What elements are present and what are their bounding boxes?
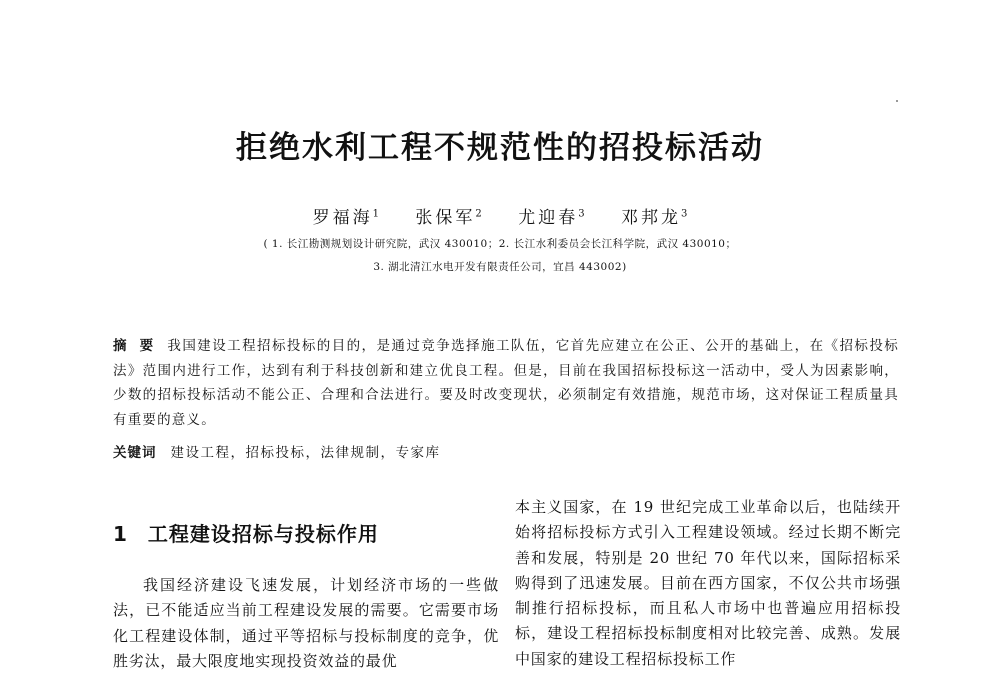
abstract-label: 摘 要 bbox=[113, 338, 158, 354]
keywords bbox=[113, 441, 899, 461]
abstract bbox=[113, 334, 899, 432]
abstract-text: 我国建设工程招标投标的目的，是通过竞争选择施工队伍，它首先应建立在公正、公开的基础上，在《招标投标法》范围内进行工作，达到有利于科技创新和建立优良工程。但是，目前在我国招标投标这一活动中，受人为因素影响，少数的招标投标活动不能公正、合理和合法进行。要及时改变现状，必须制定有效措施，规范市场，这对保证工程质量具有重要的意义。 bbox=[113, 338, 899, 428]
keywords-text: 建设工程，招标投标，法律规制，专家库 bbox=[170, 445, 441, 461]
author: 邓邦龙$^3$ bbox=[620, 208, 688, 228]
keywords-label: 关键词 bbox=[113, 445, 157, 461]
section-number: 1 bbox=[113, 522, 128, 546]
paragraph: 我国经济建设飞速发展，计划经济市场的一些做法，已不能适应当前工程建设发展的需要。它需要市场化工程建设体制，通过平等招标与投标制度的竞争，优胜劣汰，最大限度地实现投资效益的最优 bbox=[113, 576, 499, 670]
affiliation-line-2: 3. 湖北清江水电开发有限责任公司，宜昌 443002) bbox=[373, 261, 627, 273]
author: 张保军$^2$ bbox=[415, 208, 482, 228]
author: 尤迎春$^3$ bbox=[518, 208, 585, 228]
section-heading bbox=[113, 518, 379, 547]
affiliation-line-1: ( 1. 长江勘测规划设计研究院，武汉 430010；2. 长江水利委员会长江科学院，武汉 430010； bbox=[263, 238, 737, 250]
right-column bbox=[515, 495, 901, 672]
paragraph: 本主义国家，在 19 世纪完成工业革命以后，也陆续开始将招标投标方式引入工程建设领域。经过长期不断完善和发展，特别是 20 世纪 70 年代以来，国际招标采购得到了迅速发展。目前在西方国家，不仅公共市场强制推行招标投标，而且私人市场中也普遍应用招标投标，建设工程招标投标制度相对比较完善、成熟。发展中国家的建设工程招标投标工作 bbox=[515, 498, 901, 668]
paper-title: 拒绝水利工程不规范性的招投标活动 bbox=[236, 130, 764, 166]
author: 罗福海$^1$ bbox=[312, 208, 380, 228]
scan-speck bbox=[896, 100, 898, 102]
left-column bbox=[113, 573, 499, 674]
author-list bbox=[0, 203, 1000, 228]
section-title: 工程建设招标与投标作用 bbox=[147, 522, 379, 546]
